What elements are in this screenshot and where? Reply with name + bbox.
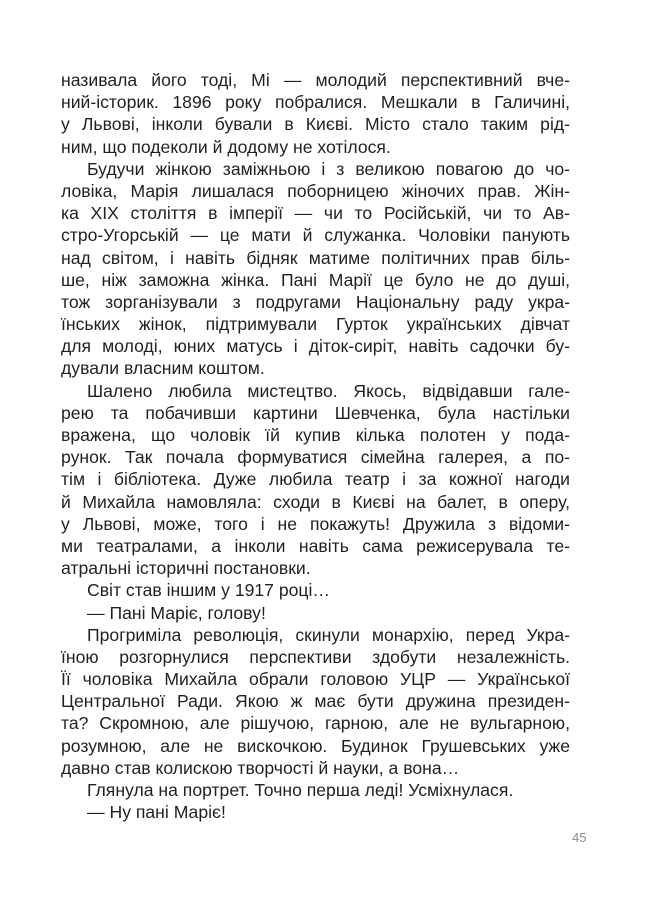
- paragraph: [61, 69, 570, 158]
- paragraph: [61, 602, 570, 624]
- text-line: їнських жінок, підтримували Гурток українських дівчат: [61, 314, 570, 335]
- text-line: — Ну пані Маріє!: [87, 802, 226, 823]
- paragraph: [61, 624, 570, 779]
- text-line: Будучи жінкою заміжньою і з великою повагою до чо-: [87, 158, 570, 179]
- text-line: Прогриміла революція, скинули монархію, перед Укра-: [87, 624, 570, 645]
- text-line: атральні історичні постановки.: [61, 558, 311, 579]
- paragraph: [61, 158, 570, 380]
- text-line: Її чоловіка Михайла обрали головою УЦР — Української: [61, 669, 570, 690]
- text-line: у Львові, інколи бували в Києві. Місто стало таким рід-: [61, 114, 570, 135]
- text-line: ше, ніж заможна жінка. Пані Марії це було не до душі,: [61, 269, 570, 290]
- paragraph: [61, 380, 570, 580]
- paragraph: [61, 801, 570, 823]
- text-line: та? Скромною, але рішучою, гарною, але не вульгарною,: [61, 713, 570, 734]
- text-line: для молоді, юних матусь і діток-сиріт, навіть садочки бу-: [61, 336, 570, 357]
- text-line: над світом, і навіть бідняк матиме політичних прав біль-: [61, 247, 570, 268]
- text-line: розумною, але не вискочкою. Будинок Грушевських уже: [61, 735, 570, 756]
- page-number: 45: [572, 830, 587, 845]
- text-line: Глянула на портрет. Точно перша леді! Усміхнулася.: [87, 780, 514, 800]
- text-line: тож зорганізували з подругами Національну раду укра-: [61, 291, 570, 312]
- text-line: ка ХІХ століття в імперії — чи то Російській, чи то Ав-: [61, 203, 570, 224]
- text-line: у Львові, може, того і не покажуть! Дружила з відоми-: [61, 513, 570, 534]
- text-line: їною розгорнулися перспективи здобути незалежність.: [61, 646, 570, 667]
- text-line: ловіка, Марія лишалася поборницею жіночих прав. Жін-: [61, 180, 570, 201]
- page-body: [61, 69, 570, 823]
- text-line: ний-історик. 1896 року побралися. Мешкали в Галичині,: [61, 92, 570, 113]
- text-line: — Пані Маріє, голову!: [87, 602, 266, 623]
- text-line: Світ став іншим у 1917 році…: [87, 580, 330, 601]
- text-line: стро-Угорській — це мати й служанка. Чоловіки панують: [61, 225, 570, 246]
- text-line: вражена, що чоловік їй купив кілька полотен у пода-: [61, 425, 570, 445]
- text-line: рунок. Так почала формуватися сімейна галерея, а по-: [61, 447, 570, 468]
- paragraph: [61, 779, 570, 801]
- text-line: ми театралами, а інколи навіть сама режисерувала те-: [61, 535, 570, 556]
- text-line: рею та побачивши картини Шевченка, була настільки: [61, 402, 570, 423]
- text-line: дували власним коштом.: [61, 358, 265, 379]
- text-line: називала його тоді, Мі — молодий перспективний вче-: [61, 70, 570, 90]
- text-line: Шалено любила мистецтво. Якось, відвідавши гале-: [87, 380, 570, 401]
- text-line: Центральної Ради. Якою ж має бути дружина президен-: [61, 691, 570, 712]
- text-line: й Михайла намовляла: сходи в Києві на балет, в оперу,: [61, 491, 570, 512]
- text-line: давно став колискою творчості й науки, а вона…: [61, 757, 460, 778]
- text-line: ним, що подеколи й додому не хотілося.: [61, 136, 391, 157]
- text-line: тім і бібліотека. Дуже любила театр і за кожної нагоди: [61, 469, 570, 490]
- paragraph: [61, 579, 570, 601]
